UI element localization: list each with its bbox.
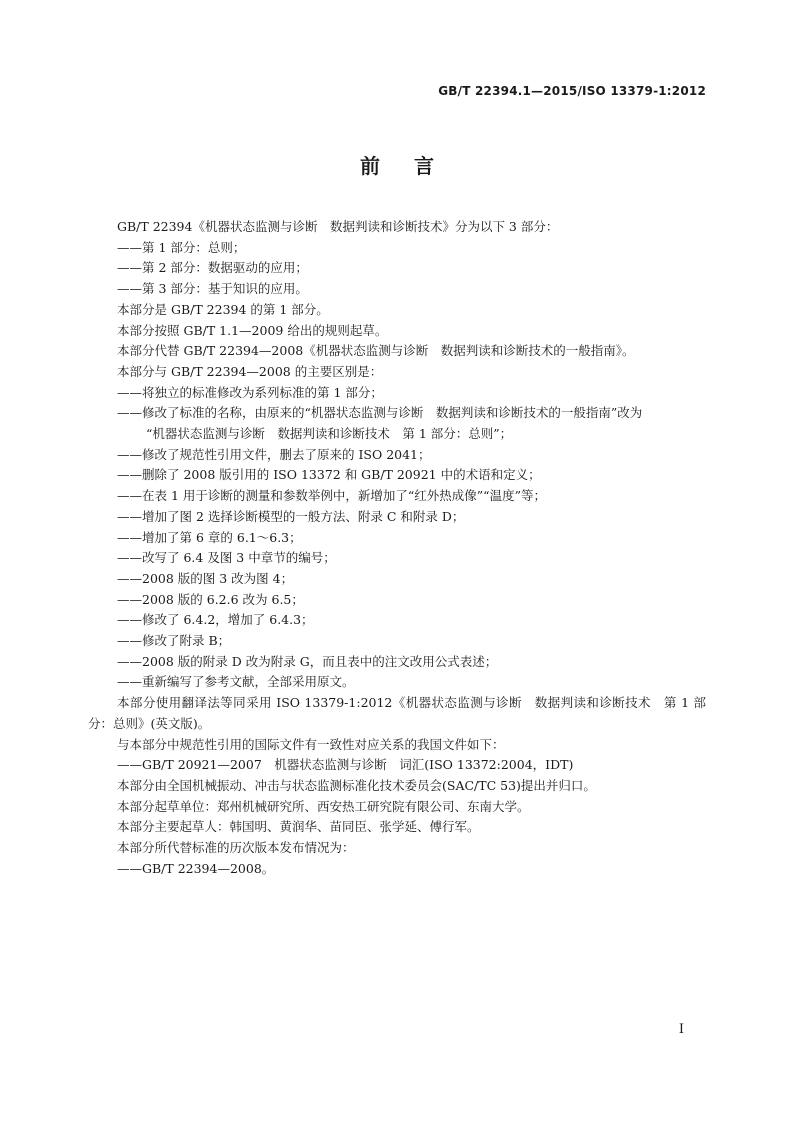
- list-item: ——修改了标准的名称，由原来的“机器状态监测与诊断 数据判读和诊断技术的一般指南”改为: [117, 405, 643, 421]
- paragraph: 本部分起草单位：郑州机械研究所、西安热工研究院有限公司、东南大学。: [117, 798, 530, 814]
- paragraph: 本部分使用翻译法等同采用 ISO 13379-1:2012《机器状态监测与诊断 数据判读和诊断技术 第 1 部分：总则》(英文版)。: [88, 695, 706, 731]
- paragraph: 本部分由全国机械振动、冲击与状态监测标准化技术委员会(SAC/TC 53)提出并归口。: [117, 777, 596, 793]
- list-item: ——2008 版的附录 D 改为附录 G，而且表中的注文改用公式表述；: [117, 653, 498, 669]
- list-item: ——删除了 2008 版引用的 ISO 13372 和 GB/T 20921 中的术语和定义；: [117, 467, 541, 483]
- list-item: ——第 2 部分：数据驱动的应用；: [117, 260, 308, 276]
- list-item: ——2008 版的 6.2.6 改为 6.5；: [117, 591, 304, 607]
- list-item: ——修改了 6.4.2，增加了 6.4.3；: [117, 612, 314, 628]
- list-item: ——第 3 部分：基于知识的应用。: [117, 281, 308, 297]
- list-item: ——GB/T 20921—2007 机器状态监测与诊断 词汇(ISO 13372:2004，IDT): [117, 757, 574, 773]
- standard-number-header: GB/T 22394.1—2015/ISO 13379-1:2012: [438, 84, 706, 98]
- list-item: ——2008 版的图 3 改为图 4；: [117, 570, 294, 586]
- paragraph: 本部分所代替标准的历次版本发布情况为：: [117, 840, 355, 856]
- list-item: ——将独立的标准修改为系列标准的第 1 部分；: [117, 384, 383, 400]
- list-item: ——增加了图 2 选择诊断模型的一般方法、附录 C 和附录 D；: [117, 508, 465, 524]
- list-item: ——GB/T 22394—2008。: [117, 860, 275, 876]
- list-item: ——在表 1 用于诊断的测量和参数举例中，新增加了“红外热成像”“温度”等；: [117, 488, 546, 504]
- list-item: ——修改了附录 B；: [117, 633, 231, 649]
- list-item: ——增加了第 6 章的 6.1～6.3；: [117, 529, 302, 545]
- page-title: 前言: [360, 154, 468, 178]
- list-item: ——第 1 部分：总则；: [117, 239, 246, 255]
- list-item: ——重新编写了参考文献，全部采用原文。: [117, 674, 355, 690]
- paragraph: 本部分是 GB/T 22394 的第 1 部分。: [117, 301, 329, 317]
- list-item: ——改写了 6.4 及图 3 中章节的编号；: [117, 550, 336, 566]
- paragraph: 本部分按照 GB/T 1.1—2009 给出的规则起草。: [117, 322, 388, 338]
- foreword-body: [88, 217, 706, 880]
- list-item-continuation: “机器状态监测与诊断 数据判读和诊断技术 第 1 部分：总则”；: [146, 426, 513, 442]
- paragraph: GB/T 22394《机器状态监测与诊断 数据判读和诊断技术》分为以下 3 部分：: [117, 219, 559, 234]
- paragraph: 本部分主要起草人：韩国明、黄润华、苗同臣、张学延、傅行军。: [117, 819, 480, 835]
- paragraph: 本部分与 GB/T 22394—2008 的主要区别是：: [117, 363, 383, 379]
- page-number: I: [678, 1022, 684, 1037]
- paragraph: 与本部分中规范性引用的国际文件有一致性对应关系的我国文件如下：: [117, 736, 505, 752]
- paragraph: 本部分代替 GB/T 22394—2008《机器状态监测与诊断 数据判读和诊断技术的一般指南》。: [117, 343, 635, 359]
- list-item: ——修改了规范性引用文件，删去了原来的 ISO 2041；: [117, 446, 431, 462]
